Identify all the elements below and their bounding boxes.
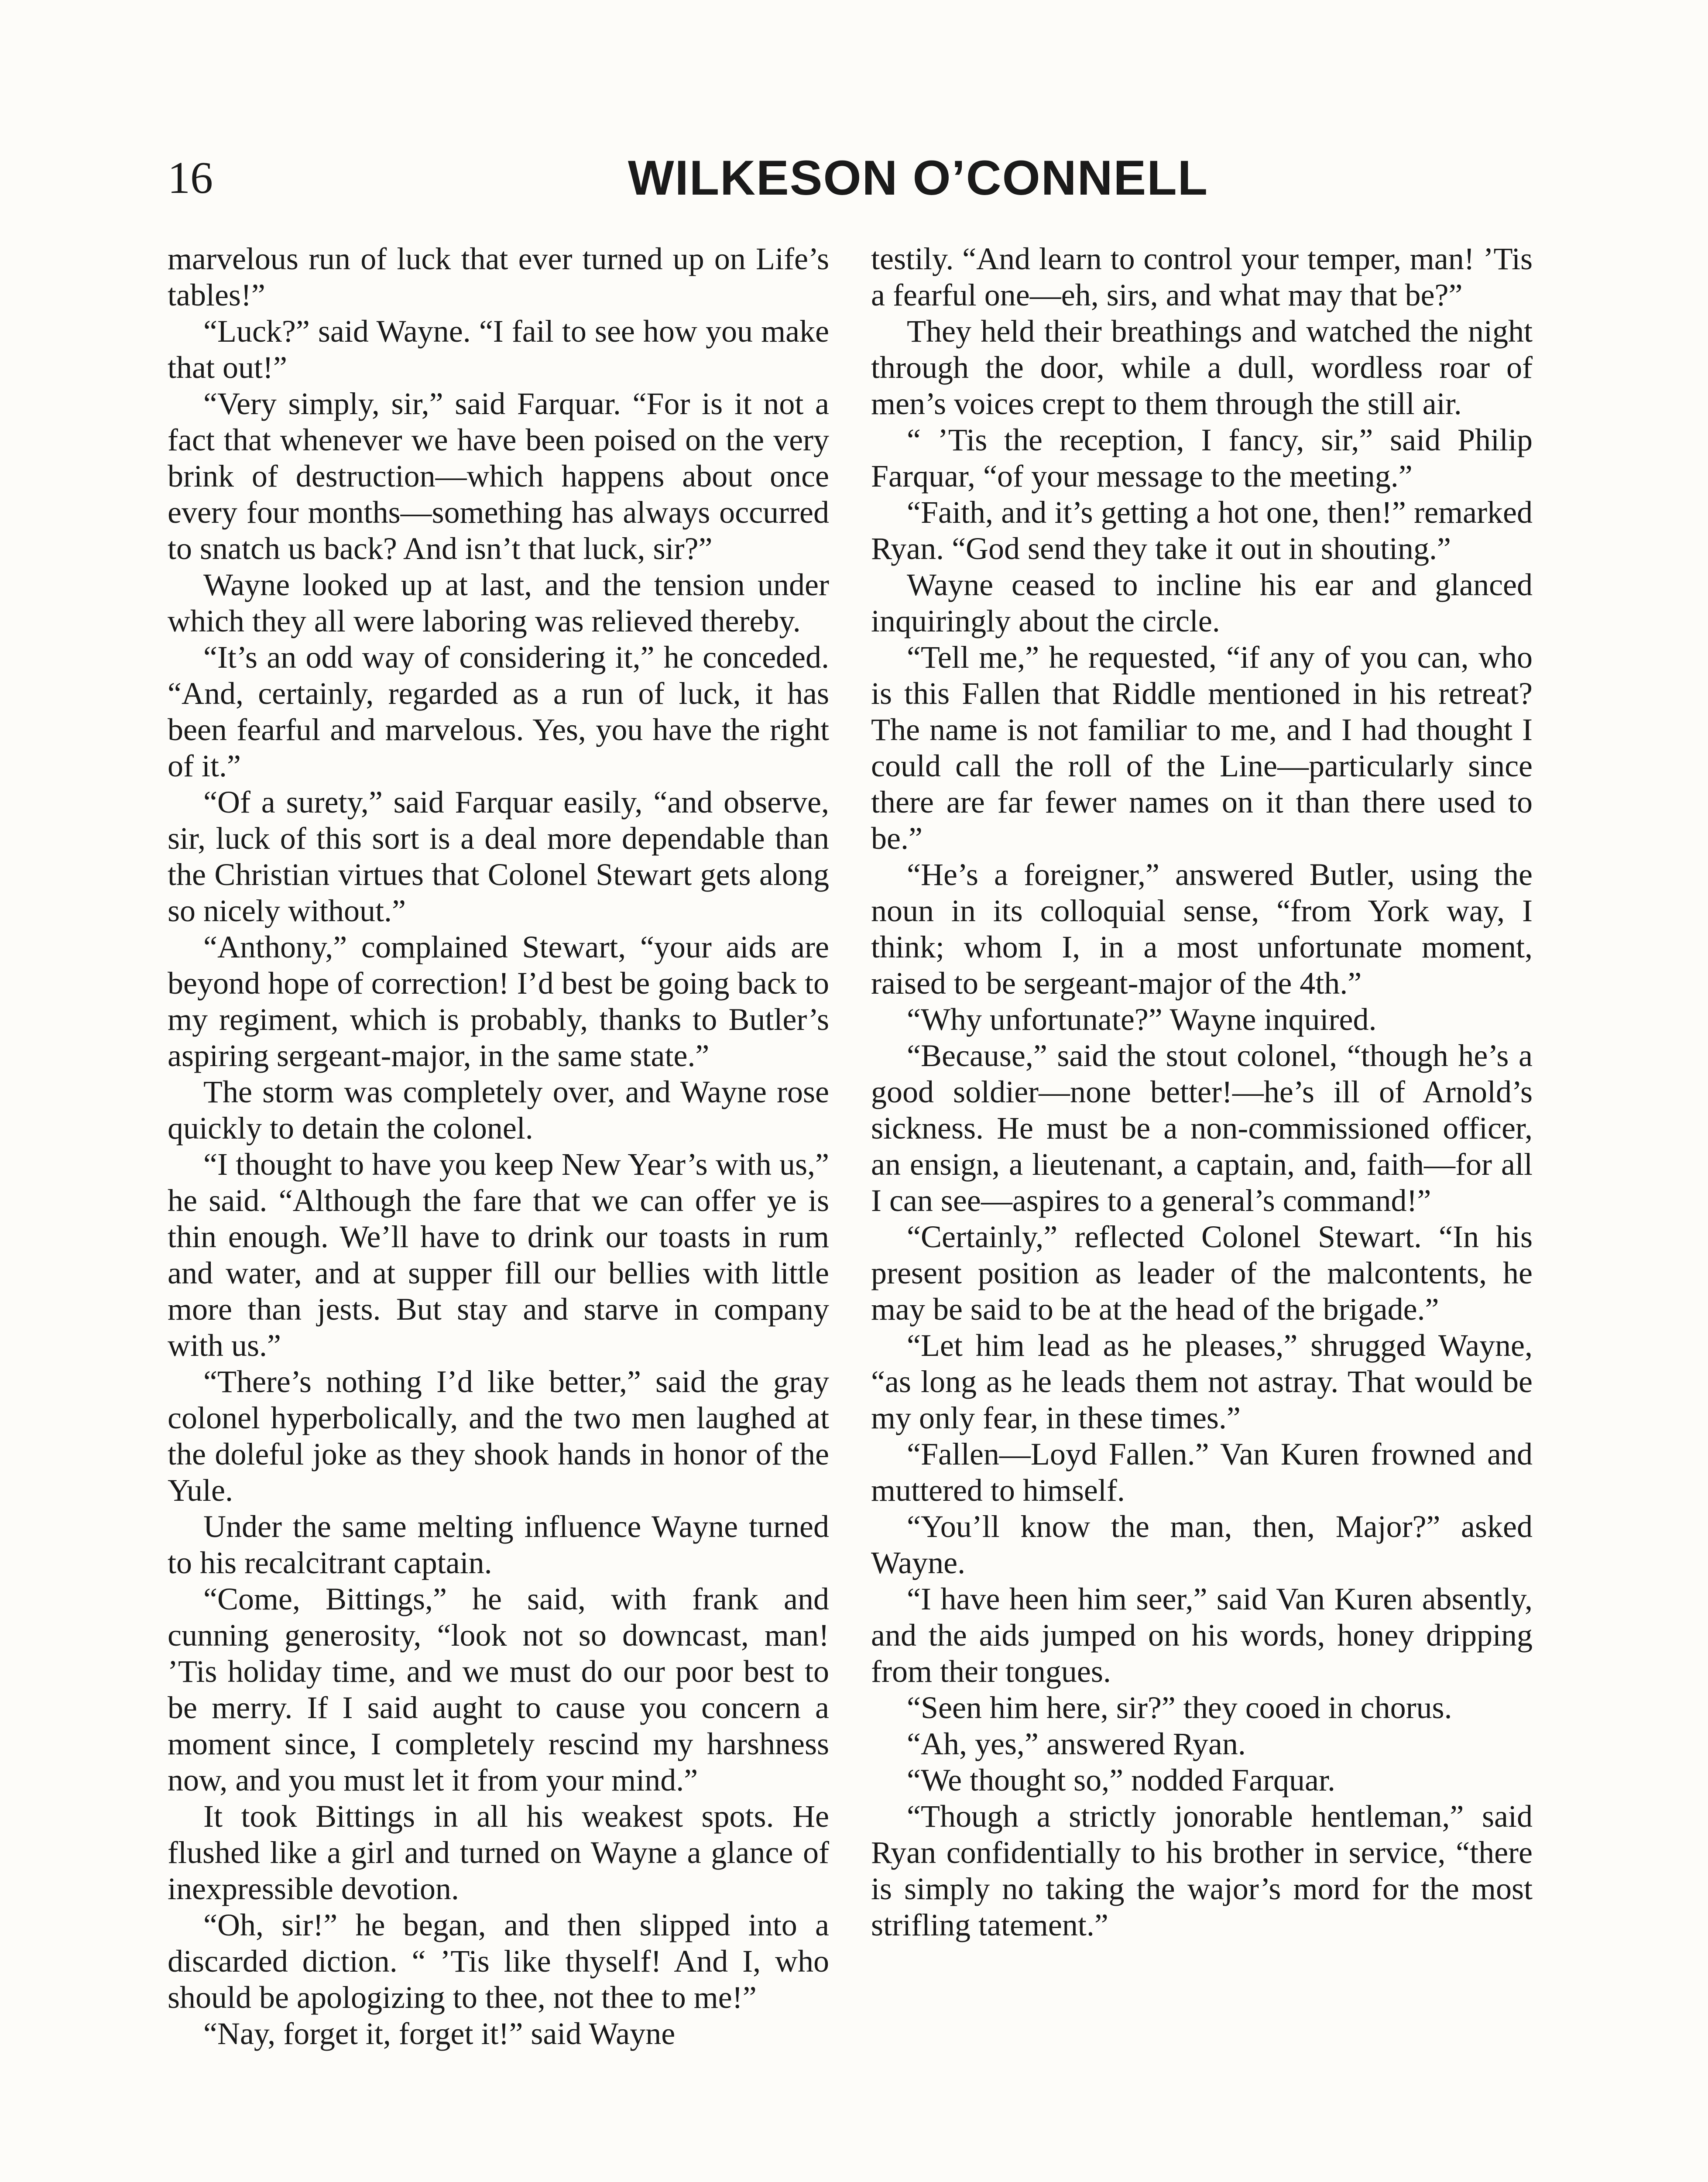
paragraph: “It’s an odd way of considering it,” he conceded. “And, certainly, regarded as a run of luck, it has been fearful and marvelous. Yes, you have the right of it.” xyxy=(168,640,829,783)
paragraph: Under the same melting influence Wayne turned to his recalcitrant captain. xyxy=(168,1509,829,1580)
paragraph: “You’ll know the man, then, Major?” asked Wayne. xyxy=(871,1509,1533,1580)
paragraph: “Though a strictly jonorable hentleman,” said Ryan confidentially to his brother in service, “there is simply no taking the wajor’s mord for the most strifling tatement.” xyxy=(871,1799,1533,1942)
paragraph: “There’s nothing I’d like better,” said the gray colonel hyperbolically, and the two men laughed at the doleful joke as they shook hands in honor of the Yule. xyxy=(168,1364,829,1508)
paragraph: “Because,” said the stout colonel, “though he’s a good soldier—none better!—he’s ill of Arnold’s sickness. He must be a non-commissioned officer, an ensign, a lieutenant, a captain, and, faith—for all I can see—aspires to a general’s command!” xyxy=(871,1038,1533,1218)
paragraph: “Certainly,” reflected Colonel Stewart. “In his present position as leader of the malcontents, he may be said to be at the head of the brigade.” xyxy=(871,1219,1533,1327)
paragraph: “Very simply, sir,” said Farquar. “For is it not a fact that whenever we have been poised on the very brink of destruction—which happens about once every four months—something has always occurred to snatch us back? And isn’t that luck, sir?” xyxy=(168,386,829,566)
paragraph: “Come, Bittings,” he said, with frank and cunning generosity, “look not so downcast, man! ’Tis holiday time, and we must do our poor best to be merry. If I said aught to cause you concern a moment since, I completely rescind my harshness now, and you must let it from your mind.” xyxy=(168,1582,829,1798)
paragraph: Wayne ceased to incline his ear and glanced inquiringly about the circle. xyxy=(871,567,1533,638)
paragraph: “Ah, yes,” answered Ryan. xyxy=(907,1726,1246,1761)
paragraph: marvelous run of luck that ever turned up on Life’s tables!” xyxy=(168,241,829,312)
paragraph: “Seen him here, sir?” they cooed in chorus. xyxy=(907,1690,1452,1725)
paragraph: “Of a surety,” said Farquar easily, “and observe, sir, luck of this sort is a deal more dependable than the Christian virtues that Colonel Stewart gets along so nicely without.” xyxy=(168,785,829,928)
paragraph: “Luck?” said Wayne. “I fail to see how you make that out!” xyxy=(168,314,829,385)
page-number: 16 xyxy=(168,153,213,203)
paragraph: “ ’Tis the reception, I fancy, sir,” said Philip Farquar, “of your message to the meeting.” xyxy=(871,422,1533,494)
paragraph: “I have heen him seer,” said Van Kuren absently, and the aids jumped on his words, honey dripping from their tongues. xyxy=(871,1582,1533,1689)
paragraph: It took Bittings in all his weakest spots. He flushed like a girl and turned on Wayne a glance of inexpressible devotion. xyxy=(168,1799,829,1906)
paragraph: The storm was completely over, and Wayne rose quickly to detain the colonel. xyxy=(168,1074,829,1146)
paragraph: “Anthony,” complained Stewart, “your aids are beyond hope of correction! I’d best be going back to my regiment, which is probably, thanks to Butler’s aspiring sergeant-major, in the same state.” xyxy=(168,930,829,1073)
paragraph: “Oh, sir!” he began, and then slipped into a discarded diction. “ ’Tis like thyself! And I, who should be apologizing to thee, not thee to me!” xyxy=(168,1908,829,2015)
paragraph: “Faith, and it’s getting a hot one, then!” remarked Ryan. “God send they take it out in shouting.” xyxy=(871,495,1533,566)
paragraph: “I thought to have you keep New Year’s with us,” he said. “Although the fare that we can offer ye is thin enough. We’ll have to drink our toasts in rum and water, and at supper fill our bellies with little more than jests. But stay and starve in company with us.” xyxy=(168,1147,829,1363)
paragraph: They held their breathings and watched the night through the door, while a dull, wordless roar of men’s voices crept to them through the still air. xyxy=(871,314,1533,421)
paragraph: “Let him lead as he pleases,” shrugged Wayne, “as long as he leads them not astray. That would be my only fear, in these times.” xyxy=(871,1328,1533,1435)
page-header xyxy=(168,139,1590,226)
paragraph: “Nay, forget it, forget it!” said Wayne xyxy=(203,2016,676,2051)
right-column xyxy=(871,241,1533,2182)
paragraph: testily. “And learn to control your temper, man! ’Tis a fearful one—eh, sirs, and what may that be?” xyxy=(871,241,1533,312)
running-head-title: WILKESON O’CONNELL xyxy=(628,151,1209,205)
paragraph: “Why unfortunate?” Wayne inquired. xyxy=(907,1002,1377,1037)
paragraph: “Tell me,” he requested, “if any of you can, who is this Fallen that Riddle mentioned in his retreat? The name is not familiar to me, and I had thought I could call the roll of the Line—particularly since there are far fewer names on it than there used to be.” xyxy=(871,640,1533,856)
left-column xyxy=(168,241,829,2182)
paragraph: “Fallen—Loyd Fallen.” Van Kuren frowned and muttered to himself. xyxy=(871,1437,1533,1508)
paragraph: Wayne looked up at last, and the tension under which they all were laboring was relieved thereby. xyxy=(168,567,829,638)
paragraph: “We thought so,” nodded Farquar. xyxy=(907,1763,1335,1798)
paragraph: “He’s a foreigner,” answered Butler, using the noun in its colloquial sense, “from York way, I think; whom I, in a most unfortunate moment, raised to be sergeant-major of the 4th.” xyxy=(871,857,1533,1001)
